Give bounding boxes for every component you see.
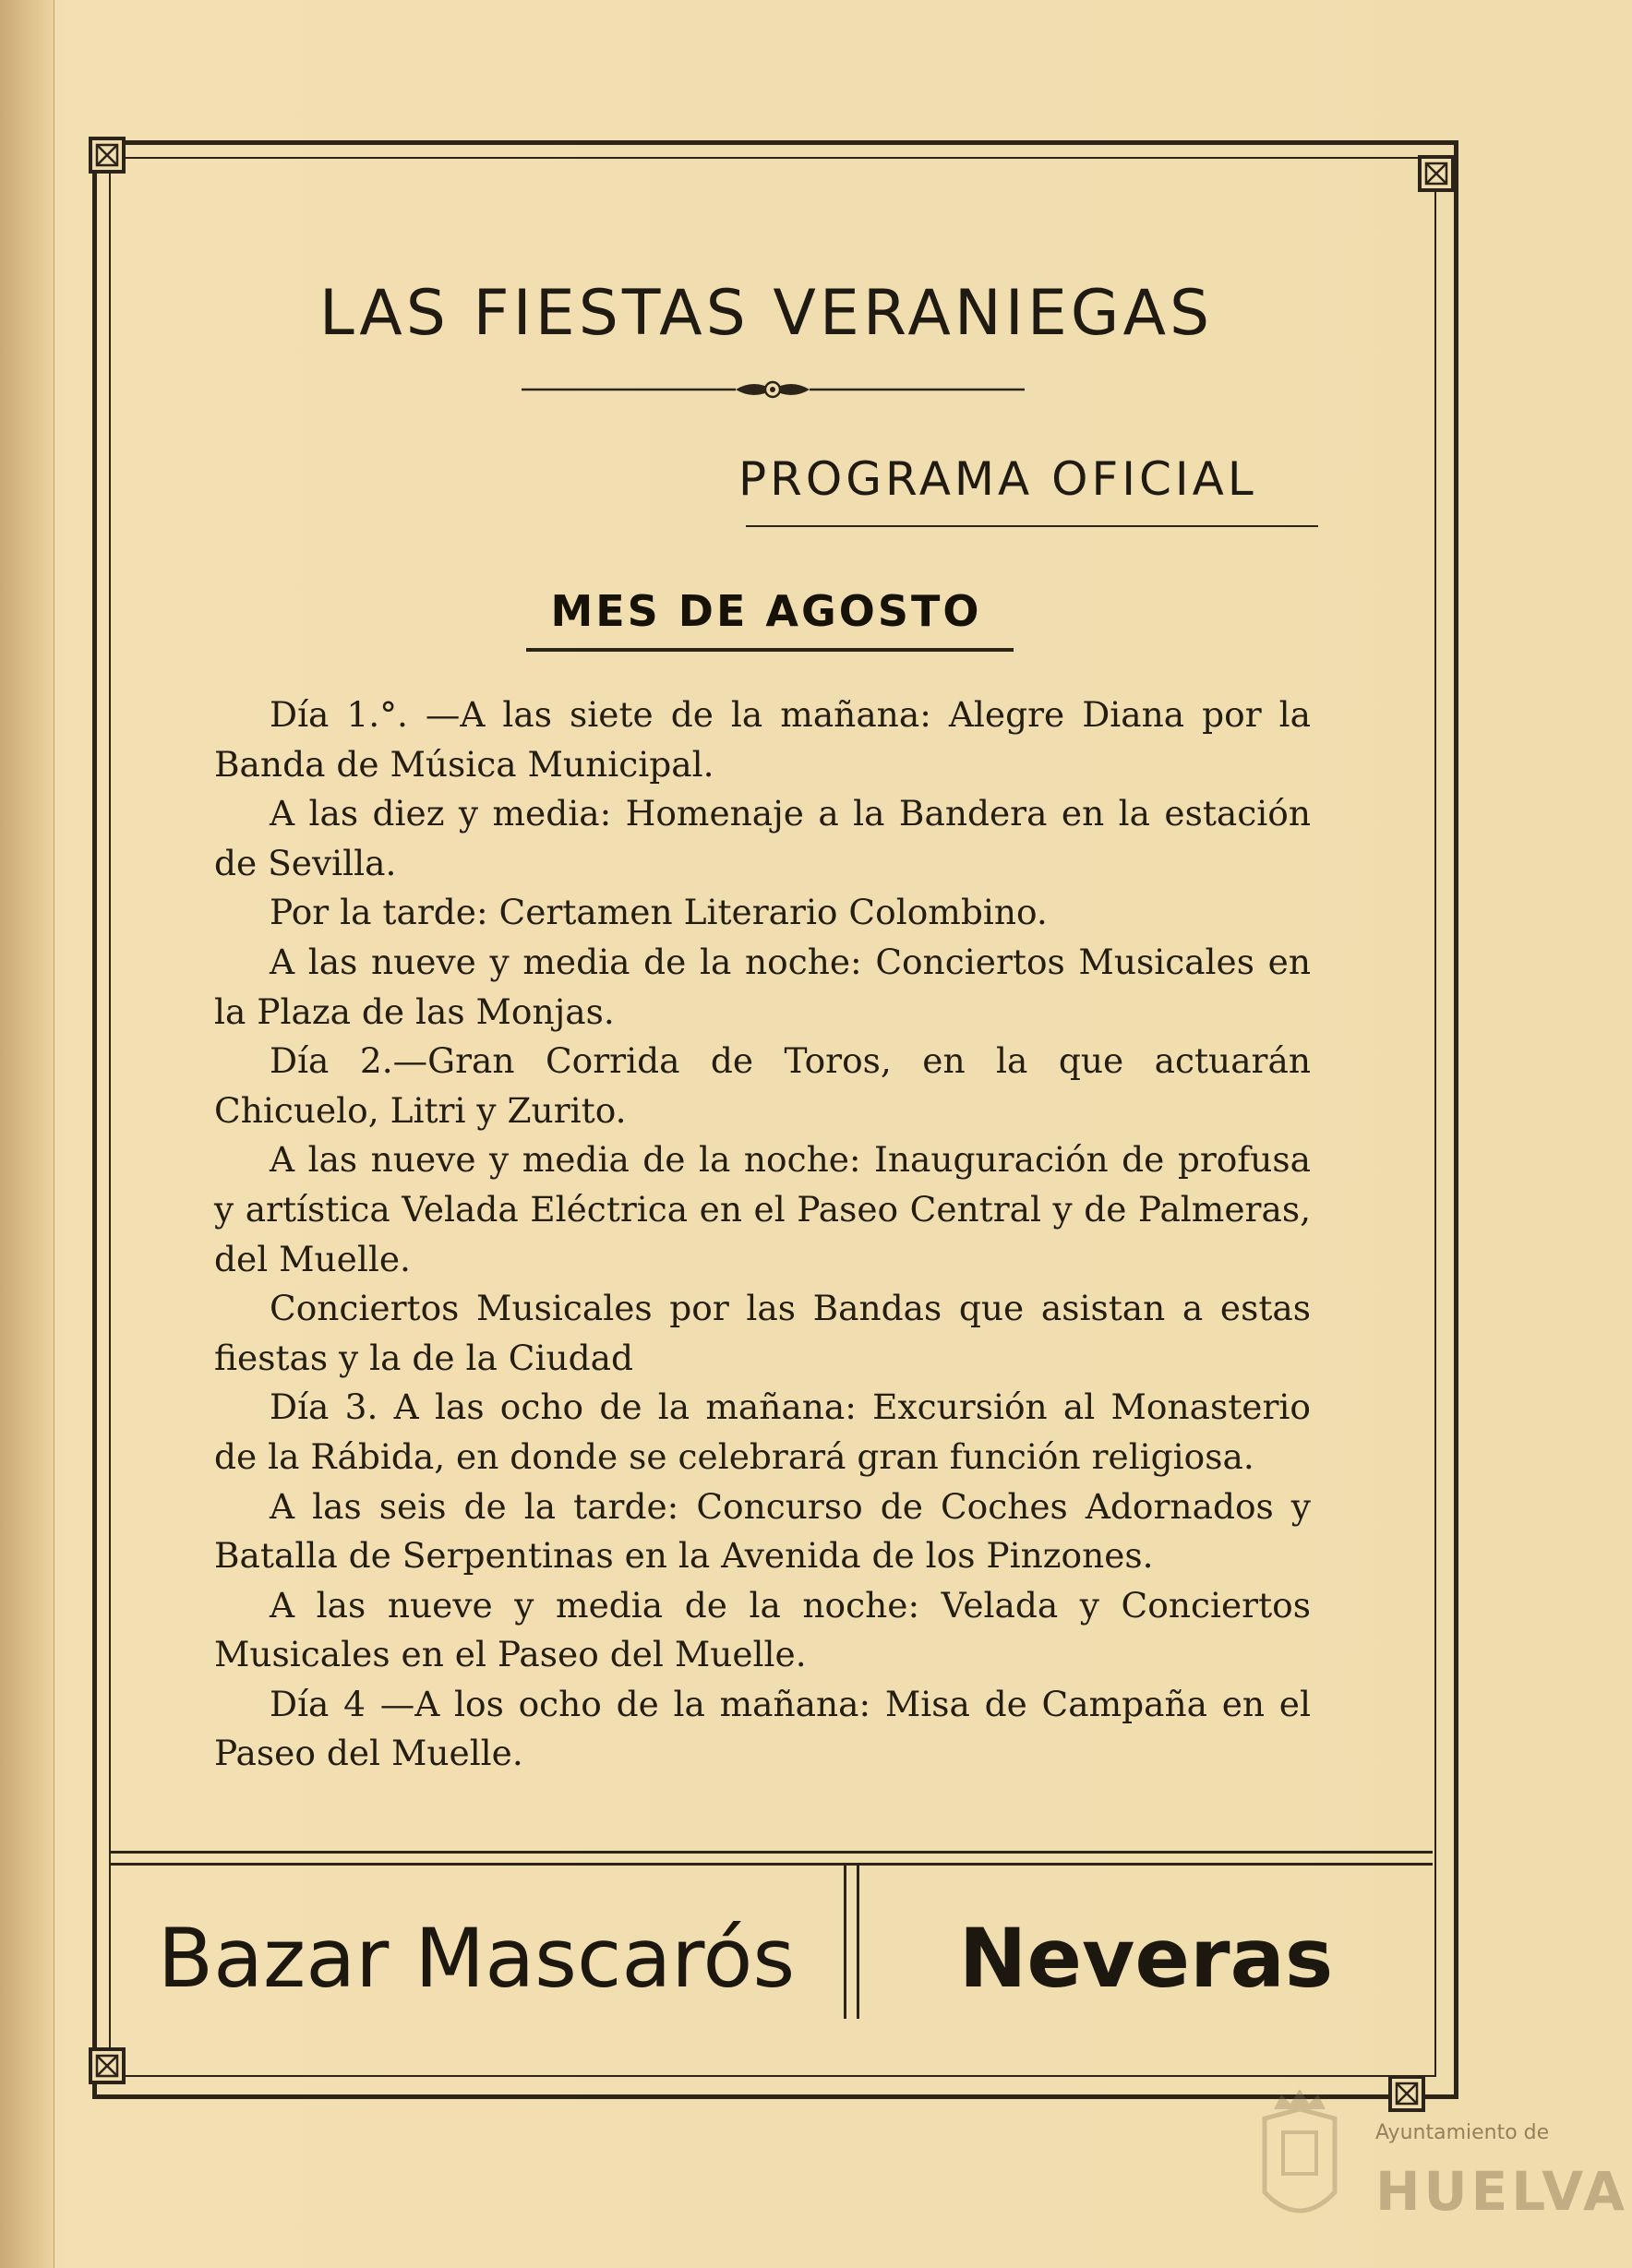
program-text (214, 690, 1311, 1779)
section-heading: MES DE AGOSTO (550, 586, 982, 636)
corner-ornament-icon (89, 137, 126, 174)
watermark-city: HUELVA (1375, 2160, 1629, 2223)
corner-ornament-icon (89, 2047, 126, 2084)
program-entry: A las diez y media: Homenaje a la Bandera en la estación de Sevilla. (214, 793, 1311, 883)
advertisement-bazar-mascaros: Bazar Mascarós (157, 1911, 796, 2006)
program-entry: Día 4 —A los ocho de la mañana: Misa de Campaña en el Paseo del Muelle. (214, 1683, 1311, 1774)
program-entry: A las nueve y media de la noche: Velada y Conciertos Musicales en el Paseo del Muelle. (214, 1584, 1311, 1675)
program-entry: Día 1.°. —A las siete de la mañana: Alegre Diana por la Banda de Música Municipal. (214, 694, 1311, 785)
program-entry: A las seis de la tarde: Concurso de Coches Adornados y Batalla de Serpentinas en la Avenida de los Pinzones. (214, 1485, 1311, 1577)
advertisement-divider (844, 1866, 846, 2019)
heading-underline (526, 648, 1014, 652)
program-entry: A las nueve y media de la noche: Inauguración de profusa y artística Velada Eléctrica en el Paseo Central y de Palmeras, del Muelle. (214, 1139, 1311, 1279)
watermark-caption: Ayuntamiento de (1375, 2121, 1550, 2144)
advertisement-separator (109, 1863, 1433, 1866)
program-entry: A las nueve y media de la noche: Conciertos Musicales en la Plaza de las Monjas. (214, 941, 1311, 1032)
book-spine (0, 0, 54, 2268)
advertisement-separator (109, 1851, 1433, 1854)
program-entry: Día 3. A las ocho de la mañana: Excursión al Monasterio de la Rábida, en donde se celebrará gran función religiosa. (214, 1386, 1311, 1477)
advertisement-neveras: Neveras (958, 1911, 1334, 2006)
subtitle: PROGRAMA OFICIAL (738, 452, 1257, 506)
corner-ornament-icon (1418, 155, 1455, 192)
program-entry: Conciertos Musicales por las Bandas que asistan a estas fiestas y la de la Ciudad (214, 1288, 1311, 1378)
ornamental-divider-icon (522, 371, 1025, 408)
subtitle-underline (746, 525, 1318, 527)
program-entry: Día 2.—Gran Corrida de Toros, en la que actuarán Chicuelo, Litri y Zurito. (214, 1040, 1311, 1131)
page-title: LAS FIESTAS VERANIEGAS (318, 277, 1214, 350)
program-entry: Por la tarde: Certamen Literario Colombino. (270, 892, 1048, 933)
